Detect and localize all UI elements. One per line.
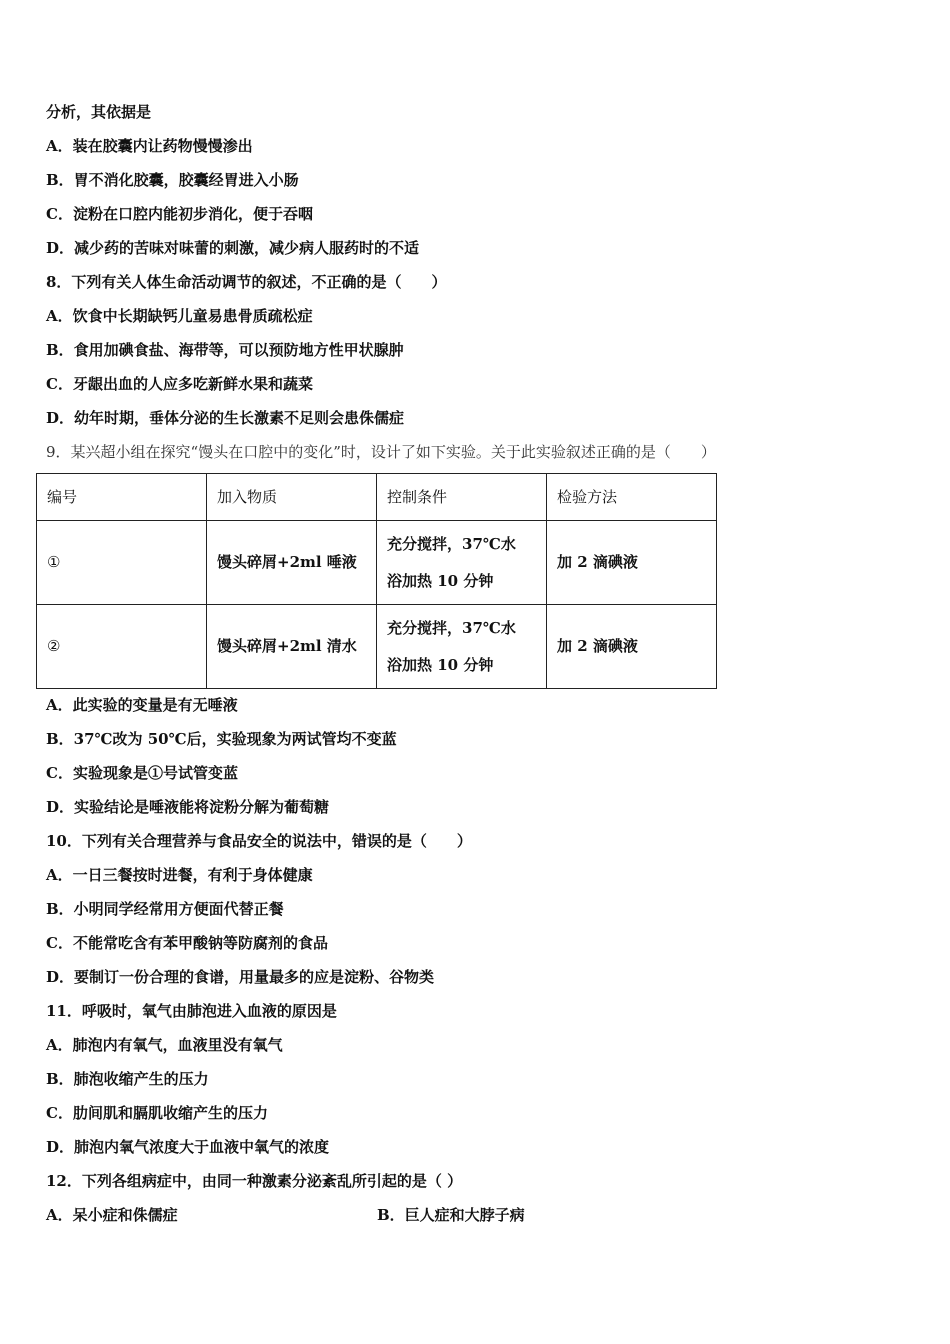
cell-substance: 馒头碎屑+2ml 清水: [207, 605, 377, 689]
header-cell: 检验方法: [547, 474, 717, 521]
option-a: A．一日三餐按时进餐，有利于身体健康: [46, 866, 313, 884]
question-12: 12．下列各组病症中，由同一种激素分泌紊乱所引起的是（ ）: [46, 1172, 463, 1190]
option-a: A．此实验的变量是有无唾液: [46, 696, 238, 714]
option-b: B．食用加碘食盐、海带等，可以预防地方性甲状腺肿: [46, 341, 404, 359]
option-c: C．肋间肌和膈肌收缩产生的压力: [46, 1104, 268, 1122]
condition-line-2: 浴加热 10 分钟: [387, 655, 494, 674]
option-b: B．37℃改为 50℃后，实验现象为两试管均不变蓝: [46, 730, 397, 748]
condition-line-1: 充分搅拌，37℃水: [387, 618, 516, 637]
experiment-table: [36, 473, 717, 689]
option-d: D．实验结论是唾液能将淀粉分解为葡萄糖: [46, 798, 330, 816]
option-b: B．胃不消化胶囊，胶囊经胃进入小肠: [46, 171, 299, 189]
header-cell: 控制条件: [377, 474, 547, 521]
header-cell: 编号: [37, 474, 207, 521]
cell-condition: [377, 605, 547, 689]
table-header-row: [37, 474, 717, 521]
option-c: C．不能常吃含有苯甲酸钠等防腐剂的食品: [46, 934, 328, 952]
cell-condition: [377, 521, 547, 605]
option-a: A．装在胶囊内让药物慢慢渗出: [46, 137, 253, 155]
option-d: D．要制订一份合理的食谱，用量最多的应是淀粉、谷物类: [46, 968, 435, 986]
option-d: D．幼年时期，垂体分泌的生长激素不足则会患侏儒症: [46, 409, 405, 427]
option-a: A．呆小症和侏儒症: [46, 1206, 178, 1224]
option-a: A．肺泡内有氧气，血液里没有氧气: [46, 1036, 283, 1054]
option-a: A．饮食中长期缺钙儿童易患骨质疏松症: [46, 307, 313, 325]
table-row: [37, 521, 717, 605]
option-c: C．淀粉在口腔内能初步消化，便于吞咽: [46, 205, 313, 223]
option-b: B．巨人症和大脖子病: [377, 1206, 525, 1224]
option-c: C．实验现象是①号试管变蓝: [46, 764, 238, 782]
question-10: 10．下列有关合理营养与食品安全的说法中，错误的是（ ）: [46, 832, 472, 850]
cell-test: 加 2 滴碘液: [547, 605, 717, 689]
cell-substance: 馒头碎屑+2ml 唾液: [207, 521, 377, 605]
option-b: B．小明同学经常用方便面代替正餐: [46, 900, 284, 918]
question-8: 8．下列有关人体生命活动调节的叙述，不正确的是（ ）: [46, 273, 447, 291]
cell-id: ①: [37, 521, 207, 605]
question-11: 11．呼吸时，氧气由肺泡进入血液的原因是: [46, 1002, 337, 1020]
table-row: [37, 605, 717, 689]
question-9: 9．某兴超小组在探究“馒头在口腔中的变化”时，设计了如下实验。关于此实验叙述正确的是（ ）: [46, 443, 716, 461]
cell-id: ②: [37, 605, 207, 689]
text-line: 分析，其依据是: [46, 103, 152, 121]
condition-line-1: 充分搅拌，37℃水: [387, 534, 516, 553]
cell-test: 加 2 滴碘液: [547, 521, 717, 605]
header-cell: 加入物质: [207, 474, 377, 521]
option-d: D．肺泡内氧气浓度大于血液中氧气的浓度: [46, 1138, 330, 1156]
condition-line-2: 浴加热 10 分钟: [387, 571, 494, 590]
option-b: B．肺泡收缩产生的压力: [46, 1070, 209, 1088]
option-c: C．牙龈出血的人应多吃新鲜水果和蔬菜: [46, 375, 313, 393]
option-d: D．减少药的苦味对味蕾的刺激，减少病人服药时的不适: [46, 239, 420, 257]
